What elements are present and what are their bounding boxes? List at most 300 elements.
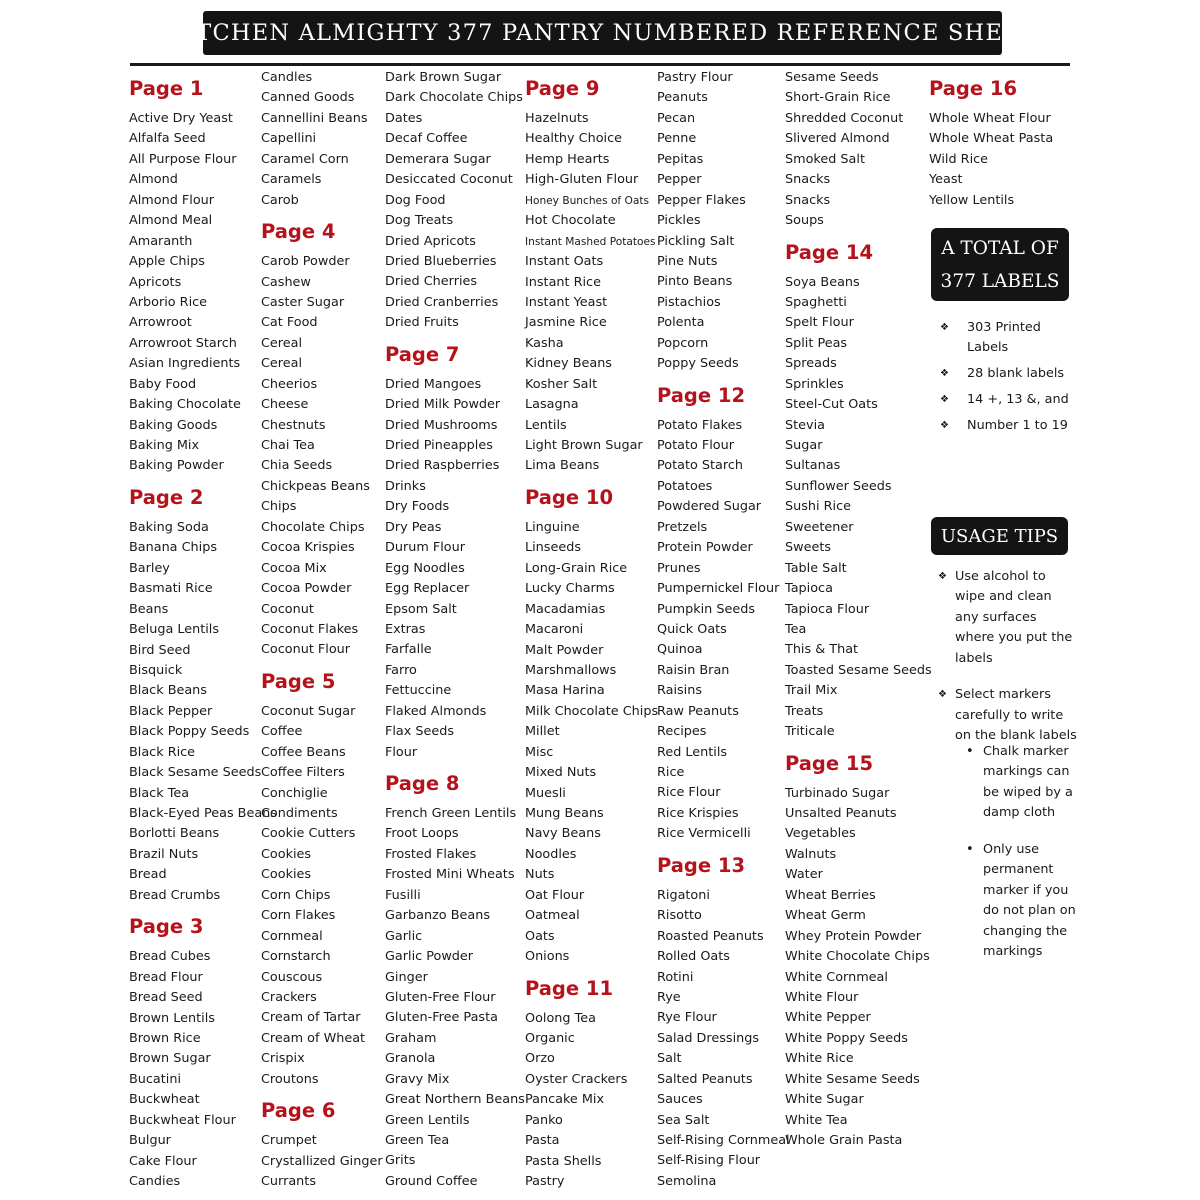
pantry-item: Black Rice xyxy=(129,744,196,760)
pantry-item: White Flour xyxy=(785,989,859,1005)
usage-tips-title: USAGE TIPS xyxy=(940,525,1059,547)
page-group xyxy=(129,68,257,477)
pantry-item: Capellini xyxy=(261,131,317,147)
pantry-item: Cake Flour xyxy=(129,1153,197,1169)
pantry-item: Macadamias xyxy=(525,601,606,617)
pantry-item: Chickpeas Beans xyxy=(261,478,370,494)
page-group xyxy=(261,68,383,211)
column-1 xyxy=(129,68,277,1198)
pantry-item: Tea xyxy=(785,621,807,637)
pantry-item: White Pepper xyxy=(785,1010,871,1026)
pantry-item: Mung Beans xyxy=(525,806,604,821)
pantry-item: Organic xyxy=(525,1030,575,1046)
pantry-item: Roasted Peanuts xyxy=(657,928,764,944)
pantry-item: Amaranth xyxy=(129,233,193,249)
pantry-item: Steel-Cut Oats xyxy=(785,397,878,413)
pantry-item: Rigatoni xyxy=(657,887,710,903)
pantry-item: Rotini xyxy=(657,969,694,985)
pantry-item: Spelt Flour xyxy=(785,315,854,331)
pantry-item: Barley xyxy=(129,560,170,576)
pantry-item: Muesli xyxy=(525,785,566,801)
subtip-text: Only use permanent marker if you do not plan on changing the markings xyxy=(983,841,1076,960)
pantry-item: Wheat Berries xyxy=(785,887,876,903)
pantry-item: Quinoa xyxy=(657,642,703,658)
page-group xyxy=(785,68,925,232)
pantry-item: Rice Flour xyxy=(657,785,721,801)
pantry-item: Whole Wheat Pasta xyxy=(929,131,1054,147)
sheet-title-banner xyxy=(168,11,1037,55)
pantry-item: Crackers xyxy=(261,989,317,1005)
pantry-item: Arborio Rice xyxy=(129,294,208,310)
pantry-item: Bread xyxy=(129,867,167,883)
pantry-item: This & That xyxy=(785,642,859,658)
pantry-item: Arrowroot xyxy=(129,315,192,331)
pantry-item: Honey Bunches of Oats xyxy=(525,194,650,207)
pantry-item: Beans xyxy=(129,601,169,617)
pantry-item: Chia Seeds xyxy=(261,458,333,474)
pantry-item: Egg Replacer xyxy=(385,581,470,597)
pantry-item: Dark Brown Sugar xyxy=(385,70,502,85)
fact-item xyxy=(937,416,1077,436)
pantry-item: Bread Cubes xyxy=(129,949,211,965)
pantry-item: Sweetener xyxy=(785,519,854,535)
pantry-item: Baking Chocolate xyxy=(129,397,241,413)
pantry-item: Canned Goods xyxy=(261,90,355,106)
pantry-item: Orzo xyxy=(525,1051,555,1067)
pantry-item: Salad Dressings xyxy=(657,1030,760,1046)
pantry-item: Cookie Cutters xyxy=(261,826,356,842)
pantry-item: Instant Rice xyxy=(525,274,601,290)
pantry-item: Macaroni xyxy=(525,622,584,638)
pantry-item: Epsom Salt xyxy=(385,601,457,617)
page-group xyxy=(657,68,783,375)
pantry-item: Pepper xyxy=(657,172,702,188)
pantry-item: Gravy Mix xyxy=(385,1071,450,1087)
diamond-bullet-icon: ❖ xyxy=(940,322,949,333)
pantry-item: Hot Chocolate xyxy=(525,213,616,229)
pantry-item: Triticale xyxy=(785,724,835,740)
pantry-item: Dog Treats xyxy=(385,213,454,229)
pantry-item: Turbinado Sugar xyxy=(785,785,890,801)
pantry-item: Buckwheat xyxy=(129,1092,200,1108)
pantry-item: Self-Rising Cornmeal xyxy=(657,1133,790,1148)
pantry-item: Drinks xyxy=(385,478,426,494)
pantry-item: Dried Fruits xyxy=(385,315,459,331)
pantry-item: Spreads xyxy=(785,356,837,372)
page-group xyxy=(785,743,930,1152)
pantry-item: Yellow Lentils xyxy=(929,192,1015,208)
page-group xyxy=(657,845,790,1193)
page-group xyxy=(657,375,783,845)
pantry-item: Wild Rice xyxy=(929,151,989,167)
pantry-item: Kidney Beans xyxy=(525,356,612,372)
pantry-item: Black Pepper xyxy=(129,703,213,719)
pantry-item: High-Gluten Flour xyxy=(525,172,639,188)
pantry-item: Tapioca Flour xyxy=(785,601,870,617)
pantry-item: Red Lentils xyxy=(657,744,728,760)
diamond-bullet-icon: ❖ xyxy=(940,368,949,380)
subtip-item xyxy=(963,840,1078,963)
subtip-item xyxy=(963,742,1078,824)
page-heading: Page 2 xyxy=(129,485,204,509)
pantry-item: Treats xyxy=(785,703,824,719)
page-group xyxy=(525,477,659,968)
pantry-item: Whole Grain Pasta xyxy=(785,1133,903,1148)
pantry-item: Baby Food xyxy=(129,376,197,392)
pantry-item: Kasha xyxy=(525,335,564,351)
pantry-item: White Poppy Seeds xyxy=(785,1030,908,1046)
pantry-item: Bread Seed xyxy=(129,990,203,1006)
pantry-item: Dog Food xyxy=(385,192,446,208)
pantry-item: Millet xyxy=(525,724,560,740)
pantry-item: Cat Food xyxy=(261,315,318,331)
pantry-item: Popcorn xyxy=(657,335,709,351)
pantry-item: Flour xyxy=(385,744,418,760)
pantry-item: Black Beans xyxy=(129,683,207,699)
diamond-bullet-icon: ❖ xyxy=(940,420,949,432)
page-heading: Page 5 xyxy=(261,669,336,693)
pantry-item: Split Peas xyxy=(785,335,848,351)
pantry-item: Active Dry Yeast xyxy=(129,111,233,126)
pantry-item: Marshmallows xyxy=(525,662,617,678)
pantry-item: Green Tea xyxy=(385,1133,450,1148)
column-5 xyxy=(657,68,790,1198)
pantry-item: Misc xyxy=(525,744,554,760)
pantry-item: Lasagna xyxy=(525,397,579,413)
pantry-item: Dried Cherries xyxy=(385,274,478,290)
pantry-item: Coconut Sugar xyxy=(261,703,356,719)
pantry-item: Water xyxy=(785,867,823,883)
pantry-item: Alfalfa Seed xyxy=(129,131,206,147)
pantry-item: Apricots xyxy=(129,274,182,290)
pantry-item: Candles xyxy=(261,70,313,85)
marker-tips-list xyxy=(963,742,1078,979)
pantry-item: Caster Sugar xyxy=(261,294,345,310)
pantry-item: Almond Flour xyxy=(129,192,215,208)
pantry-item: Pinto Beans xyxy=(657,274,733,290)
page-heading: Page 10 xyxy=(525,485,614,509)
pantry-item: Carob Powder xyxy=(261,254,350,270)
page-group xyxy=(525,968,655,1193)
pantry-item: Panko xyxy=(525,1112,563,1128)
page-heading: Page 4 xyxy=(261,220,336,244)
pantry-item: Linguine xyxy=(525,519,580,535)
pantry-item: Penne xyxy=(657,131,697,147)
pantry-item: Sunflower Seeds xyxy=(785,478,892,494)
pantry-item: Potato Flour xyxy=(657,438,734,453)
pantry-item: Healthy Choice xyxy=(525,131,623,147)
pantry-item: Self-Rising Flour xyxy=(657,1153,761,1169)
total-line-1: A TOTAL OF xyxy=(941,237,1059,259)
pantry-item: Arrowroot Starch xyxy=(129,335,237,351)
pantry-item: Pepper Flakes xyxy=(657,192,746,208)
page-group xyxy=(385,334,522,763)
column-4 xyxy=(525,68,659,1198)
pantry-item: Borlotti Beans xyxy=(129,826,220,842)
pantry-item: Desiccated Coconut xyxy=(385,172,513,188)
diamond-bullet-icon: ❖ xyxy=(940,394,949,406)
pantry-item: Oat Flour xyxy=(525,887,585,903)
pantry-item: Apple Chips xyxy=(129,254,205,270)
pantry-item: Farfalle xyxy=(385,642,432,658)
pantry-item: Raisins xyxy=(657,683,703,699)
tip-text: Select markers carefully to write on the blank labels xyxy=(955,687,1077,744)
pantry-item: Dried Milk Powder xyxy=(385,397,501,413)
title-divider xyxy=(130,63,1070,66)
pantry-item: Slivered Almond xyxy=(785,131,890,147)
pantry-item: Sea Salt xyxy=(657,1112,710,1128)
pantry-item: Durum Flour xyxy=(385,540,465,556)
page-group xyxy=(261,661,383,1090)
pantry-item: Gluten-Free Pasta xyxy=(385,1010,498,1026)
pantry-item: Potato Starch xyxy=(657,458,743,474)
pantry-item: Cocoa Powder xyxy=(261,581,352,597)
page-heading: Page 15 xyxy=(785,751,874,775)
pantry-item: Dried Mangoes xyxy=(385,376,482,392)
pantry-item: Garlic Powder xyxy=(385,949,474,965)
pantry-item: Pecan xyxy=(657,110,696,126)
pantry-item: Croutons xyxy=(261,1071,319,1087)
pantry-item: Couscous xyxy=(261,969,323,985)
pantry-item: Smoked Salt xyxy=(785,151,865,167)
pantry-item: Sesame Seeds xyxy=(785,70,879,85)
pantry-item: Buckwheat Flour xyxy=(129,1112,236,1128)
pantry-item: Milk Chocolate Chips xyxy=(525,703,659,719)
pantry-item: Snacks xyxy=(785,192,831,208)
pantry-item: Soya Beans xyxy=(785,274,860,290)
pantry-item: Quick Oats xyxy=(657,621,727,637)
pantry-item: Chai Tea xyxy=(261,438,315,453)
pantry-item: White Sesame Seeds xyxy=(785,1071,920,1087)
column-3 xyxy=(385,68,525,1198)
pantry-item: Dark Chocolate Chips xyxy=(385,90,523,106)
pantry-item: Short-Grain Rice xyxy=(785,90,891,106)
pantry-item: Fettuccine xyxy=(385,683,452,699)
pantry-item: Vegetables xyxy=(785,826,856,842)
pantry-item: Dates xyxy=(385,110,423,126)
pantry-item: Beluga Lentils xyxy=(129,622,220,638)
page-heading: Page 11 xyxy=(525,976,614,1000)
pantry-item: Conchiglie xyxy=(261,785,328,801)
pantry-item: Sushi Rice xyxy=(785,499,851,515)
pantry-item: Shredded Coconut xyxy=(785,110,904,126)
pantry-item: Graham xyxy=(385,1030,437,1046)
pantry-item: Brazil Nuts xyxy=(129,846,199,862)
pantry-item: Flaked Almonds xyxy=(385,703,487,719)
pantry-item: Cookies xyxy=(261,846,312,862)
pantry-item: Jasmine Rice xyxy=(525,315,607,331)
pantry-item: Trail Mix xyxy=(785,683,838,699)
pantry-item: Oats xyxy=(525,928,555,944)
pantry-item: Extras xyxy=(385,621,426,637)
pantry-item: Salted Peanuts xyxy=(657,1071,753,1087)
pantry-item: Pickles xyxy=(657,213,701,229)
page-heading: Page 9 xyxy=(525,77,600,100)
page-heading: Page 8 xyxy=(385,772,460,795)
pantry-item: Instant Mashed Potatoes xyxy=(525,235,656,248)
pantry-item: Black Poppy Seeds xyxy=(129,724,250,740)
pantry-item: Cereal xyxy=(261,335,303,351)
pantry-item: Baking Powder xyxy=(129,458,224,474)
dot-bullet-icon: • xyxy=(966,841,974,857)
pantry-item: Black Tea xyxy=(129,785,190,801)
page-group xyxy=(385,68,522,334)
usage-tips-list xyxy=(937,567,1077,763)
pantry-item: Crispix xyxy=(261,1051,305,1067)
pantry-item: Coffee xyxy=(261,724,303,740)
pantry-item: Cream of Tartar xyxy=(261,1010,361,1026)
pantry-item: Coconut xyxy=(261,601,314,617)
pantry-item: Lucky Charms xyxy=(525,581,615,597)
pantry-item: Wheat Germ xyxy=(785,908,866,924)
pantry-item: Pickling Salt xyxy=(657,233,735,249)
pantry-item: Cheerios xyxy=(261,376,318,392)
pantry-item: Rice Vermicelli xyxy=(657,826,751,842)
pantry-item: Cheese xyxy=(261,397,309,413)
pantry-item: Onions xyxy=(525,949,570,965)
pantry-item: Crumpet xyxy=(261,1133,317,1149)
column-2 xyxy=(261,68,383,1198)
usage-tips-badge xyxy=(931,517,1068,555)
pantry-item: Rye Flour xyxy=(657,1010,717,1026)
page-group xyxy=(385,763,525,1192)
pantry-item: Chips xyxy=(261,499,297,515)
pantry-item: Cornmeal xyxy=(261,928,323,944)
pantry-item: Almond xyxy=(129,172,178,188)
page-heading: Page 13 xyxy=(657,853,746,877)
pantry-item: Chocolate Chips xyxy=(261,519,365,535)
pantry-item: Rye xyxy=(657,989,681,1005)
sheet-title: KITCHEN ALMIGHTY 377 PANTRY NUMBERED REFERENCE SHEET xyxy=(168,20,1037,46)
pantry-item: Cornstarch xyxy=(261,949,331,965)
pantry-item: Table Salt xyxy=(785,560,847,576)
pantry-item: Powdered Sugar xyxy=(657,499,762,515)
page-group xyxy=(261,1090,383,1192)
pantry-item: Kosher Salt xyxy=(525,376,598,392)
pantry-item: Whole Wheat Flour xyxy=(929,111,1051,126)
pantry-item: Candies xyxy=(129,1174,181,1189)
pantry-item: Bulgur xyxy=(129,1133,171,1149)
pantry-item: Rice Krispies xyxy=(657,805,739,821)
pantry-item: Grits xyxy=(385,1153,416,1169)
pantry-item: Bread Flour xyxy=(129,969,203,985)
pantry-item: Black-Eyed Peas Beans xyxy=(129,806,277,821)
pantry-item: Poppy Seeds xyxy=(657,356,739,372)
pantry-item: Pasta Shells xyxy=(525,1153,602,1169)
pantry-item: Walnuts xyxy=(785,846,837,862)
pantry-item: Brown Lentils xyxy=(129,1010,215,1026)
pantry-item: Coffee Beans xyxy=(261,744,346,760)
page-heading: Page 3 xyxy=(129,915,204,939)
pantry-item: Great Northern Beans xyxy=(385,1092,525,1108)
pantry-item: Garlic xyxy=(385,928,423,944)
pantry-item: Protein Powder xyxy=(657,540,753,556)
pantry-item: Brown Rice xyxy=(129,1030,201,1046)
pantry-item: Dry Peas xyxy=(385,519,442,535)
total-labels-badge xyxy=(931,228,1069,301)
pantry-item: Asian Ingredients xyxy=(129,356,241,372)
pantry-item: Currants xyxy=(261,1174,316,1189)
pantry-item: Dry Foods xyxy=(385,499,450,515)
pantry-item: Froot Loops xyxy=(385,826,459,842)
pantry-item: Dried Cranberries xyxy=(385,294,499,310)
pantry-item: Caramel Corn xyxy=(261,151,349,167)
pantry-item: Fusilli xyxy=(385,887,421,903)
pantry-item: Bisquick xyxy=(129,662,183,678)
pantry-item: Cream of Wheat xyxy=(261,1030,366,1046)
pantry-item: Dried Raspberries xyxy=(385,458,500,474)
pantry-item: Crystallized Ginger xyxy=(261,1153,383,1169)
pantry-item: Sweets xyxy=(785,540,832,556)
pantry-item: Pumpernickel Flour xyxy=(657,581,780,597)
pantry-item: Sprinkles xyxy=(785,376,844,392)
page-group xyxy=(785,232,932,743)
pantry-item: Ginger xyxy=(385,969,428,985)
pantry-item: Dried Apricots xyxy=(385,233,476,249)
pantry-item: White Rice xyxy=(785,1051,854,1067)
pantry-item: Farro xyxy=(385,662,417,678)
pantry-item: Decaf Coffee xyxy=(385,131,468,147)
diamond-bullet-icon: ❖ xyxy=(938,571,947,582)
pantry-item: Raisin Bran xyxy=(657,662,730,678)
pantry-item: Pine Nuts xyxy=(657,253,718,269)
pantry-item: Pancake Mix xyxy=(525,1092,605,1108)
pantry-item: Ground Coffee xyxy=(385,1173,478,1189)
pantry-item: Unsalted Peanuts xyxy=(785,806,897,821)
pantry-item: White Tea xyxy=(785,1112,848,1128)
pantry-item: Pastry Flour xyxy=(657,70,733,85)
page-group xyxy=(129,477,277,906)
pantry-item: Nuts xyxy=(525,867,555,883)
page-group xyxy=(129,906,257,1192)
pantry-item: Noodles xyxy=(525,846,577,862)
pantry-item: White Cornmeal xyxy=(785,969,888,985)
pantry-item: Almond Meal xyxy=(129,213,213,229)
pantry-item: Sultanas xyxy=(785,458,841,474)
fact-text: 28 blank labels xyxy=(967,366,1065,382)
pantry-item: Potato Flakes xyxy=(657,417,743,433)
pantry-item: Malt Powder xyxy=(525,642,604,658)
pantry-item: Baking Mix xyxy=(129,438,200,453)
pantry-item: Flax Seeds xyxy=(385,724,455,740)
pantry-item: All Purpose Flour xyxy=(129,151,237,167)
pantry-item: Demerara Sugar xyxy=(385,151,491,167)
pantry-item: Lentils xyxy=(525,417,567,433)
pantry-item: Cocoa Krispies xyxy=(261,540,355,556)
pantry-item: Mixed Nuts xyxy=(525,765,597,781)
pantry-item: Garbanzo Beans xyxy=(385,908,490,924)
pantry-item: Pretzels xyxy=(657,519,708,535)
pantry-item: Frosted Flakes xyxy=(385,846,477,862)
pantry-item: Polenta xyxy=(657,315,705,331)
pantry-item: Tapioca xyxy=(785,581,833,597)
pantry-item: Chestnuts xyxy=(261,417,326,433)
pantry-item: Egg Noodles xyxy=(385,560,465,576)
pantry-item: Frosted Mini Wheats xyxy=(385,867,515,883)
page-16-section xyxy=(929,68,1079,211)
pantry-item: Baking Soda xyxy=(129,519,209,535)
pantry-item: Coffee Filters xyxy=(261,765,345,781)
tip-text: Use alcohol to wipe and clean any surfaces where you put the labels xyxy=(955,569,1073,666)
pantry-item: Corn Chips xyxy=(261,887,331,903)
pantry-item: Green Lentils xyxy=(385,1112,470,1128)
fact-item xyxy=(937,364,1077,384)
fact-text: Number 1 to 19 xyxy=(967,418,1068,434)
pantry-item: Condiments xyxy=(261,806,338,821)
pantry-item: Instant Oats xyxy=(525,254,604,270)
pantry-item: Instant Yeast xyxy=(525,294,608,310)
pantry-item: Navy Beans xyxy=(525,826,601,842)
